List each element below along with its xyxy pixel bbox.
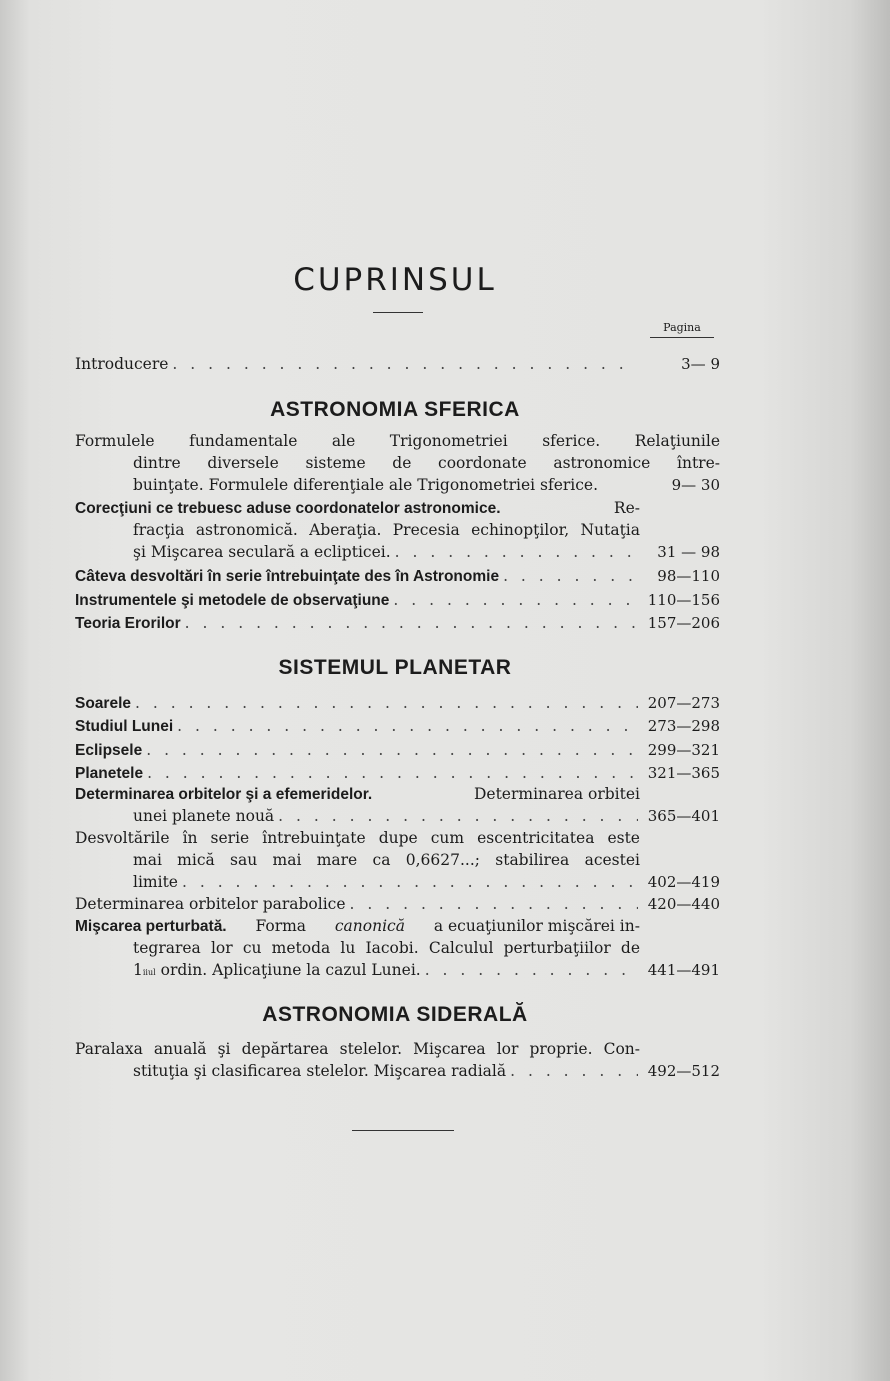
toc-entry-text: mai mică sau mai mare ca 0,6627...; stabilirea acestei (133, 851, 640, 869)
toc-entry-title: Corecţiuni ce trebuesc aduse coordonatelor astronomice. (75, 500, 501, 517)
toc-entry-text: fracţia astronomică. Aberaţia. Precesia echinopţilor, Nutaţia (133, 521, 640, 539)
toc-entry-title: Eclipsele (75, 742, 143, 759)
toc-entry-pages: 420—440 (647, 895, 720, 913)
toc-entry-title: Soarele (75, 695, 132, 712)
toc-entry-text: Determinarea orbitei (473, 785, 640, 803)
section-heading-planetar: SISTEMUL PLANETAR (278, 656, 512, 679)
toc-entry-desvoltarile[interactable] (75, 827, 720, 893)
toc-entry-determinarea-orbitelor[interactable] (75, 783, 720, 827)
toc-entry-soarele[interactable] (75, 692, 720, 714)
toc-entry-pages: 98—110 (657, 567, 720, 585)
leader-dots (499, 565, 638, 587)
toc-entry-pages: 321—365 (647, 764, 720, 782)
leader-dots (389, 589, 638, 611)
toc-entry-title: Determinarea orbitelor şi a efemeridelor. (75, 786, 373, 803)
toc-entry-title: Câteva desvoltări în serie întrebuinţate des în Astronomie (75, 568, 500, 585)
toc-entry-pages: 31 — 98 (657, 543, 720, 561)
section-heading-sferica: ASTRONOMIA SFERICA (270, 398, 520, 421)
leader-dots (178, 871, 638, 893)
toc-entry-text: stituţia şi clasificarea stelelor. Mişcarea radială (133, 1062, 507, 1080)
toc-entry-cateva[interactable] (75, 565, 720, 587)
page-title: CUPRINSUL (293, 262, 497, 298)
toc-entry-text: Determinarea orbitelor parabolice (75, 895, 346, 913)
toc-entry-text: Desvoltările în serie întrebuinţate dupe cum escentricitatea este (75, 829, 640, 847)
toc-entry-pages: 9— 30 (671, 476, 720, 494)
leader-dots (168, 353, 638, 375)
leader-dots (131, 692, 638, 714)
toc-entry-planetele[interactable] (75, 762, 720, 784)
toc-entry-text: Forma (255, 917, 307, 935)
toc-entry-pages: 402—419 (647, 873, 720, 891)
toc-entry-text: ordin. Aplicaţiune la cazul Lunei. (160, 961, 421, 979)
toc-entry-text: Formulele fundamentale ale Trigonometriei sferice. Relaţiunile (75, 432, 720, 450)
leader-dots (391, 541, 638, 563)
toc-entry-text: a ecuaţiunilor mişcărei in- (433, 917, 640, 935)
title-divider (373, 312, 423, 313)
leader-dots (421, 959, 638, 981)
toc-entry-italic: canonică (334, 917, 405, 935)
toc-entry-pages: 3— 9 (681, 355, 720, 373)
toc-entry-pages: 273—298 (647, 717, 720, 735)
toc-entry-title: Mişcarea perturbată. (75, 918, 227, 935)
toc-entry-instrumentele[interactable] (75, 589, 720, 611)
toc-entry-title: Teoria Erorilor (75, 615, 181, 632)
toc-entry-ordinal-suffix: iiul (142, 968, 156, 977)
toc-entry-corectiuni[interactable] (75, 497, 720, 563)
toc-entry-miscarea-perturbata[interactable] (75, 915, 720, 981)
toc-entry-text: Paralaxa anuală şi depărtarea stelelor. Mişcarea lor proprie. Con- (75, 1040, 640, 1058)
leader-dots (506, 1060, 638, 1082)
toc-entry-text: buinţate. Formulele diferenţiale ale Trigonometriei sferice. (133, 476, 599, 494)
toc-entry-text: unei planete nouă (133, 807, 275, 825)
toc-entry-parabolice[interactable] (75, 893, 720, 915)
toc-entry-text: limite (133, 873, 178, 891)
section-heading-siderala: ASTRONOMIA SIDERALĂ (262, 1003, 528, 1026)
end-divider (352, 1130, 454, 1131)
toc-entry-text: dintre diversele sisteme de coordonate astronomice între- (133, 454, 720, 472)
toc-entry-text: Introducere (75, 355, 169, 373)
toc-entry-text: şi Mişcarea seculară a eclipticei. (133, 543, 391, 561)
leader-dots (173, 715, 638, 737)
toc-entry-pages: 110—156 (647, 591, 720, 609)
toc-entry-teoria-erorilor[interactable] (75, 612, 720, 634)
toc-entry-pages: 441—491 (647, 961, 720, 979)
leader-dots (142, 739, 638, 761)
toc-entry-pages: 299—321 (647, 741, 720, 759)
leader-dots (181, 612, 638, 634)
toc-entry-pages: 492—512 (647, 1062, 720, 1080)
toc-entry-introducere[interactable] (75, 353, 720, 375)
pagina-column-header: Pagina (650, 321, 714, 338)
toc-entry-pages: 157—206 (647, 614, 720, 632)
toc-entry-text: Re- (613, 499, 640, 517)
toc-entry-title: Instrumentele şi metodele de observaţiune (75, 592, 390, 609)
toc-entry-pages: 365—401 (647, 807, 720, 825)
toc-entry-eclipsele[interactable] (75, 739, 720, 761)
toc-entry-ordinal: 1 (133, 961, 143, 979)
toc-entry-paralaxa[interactable] (75, 1038, 720, 1082)
toc-entry-text: tegrarea lor cu metoda lu Iacobi. Calculul perturbaţiilor de (133, 939, 640, 957)
toc-entry-title: Planetele (75, 765, 144, 782)
leader-dots (346, 893, 638, 915)
leader-dots (274, 805, 638, 827)
toc-entry-formulele[interactable] (75, 430, 720, 496)
toc-entry-studiul-lunei[interactable] (75, 715, 720, 737)
toc-entry-pages: 207—273 (647, 694, 720, 712)
leader-dots (143, 762, 638, 784)
toc-entry-title: Studiul Lunei (75, 718, 174, 735)
